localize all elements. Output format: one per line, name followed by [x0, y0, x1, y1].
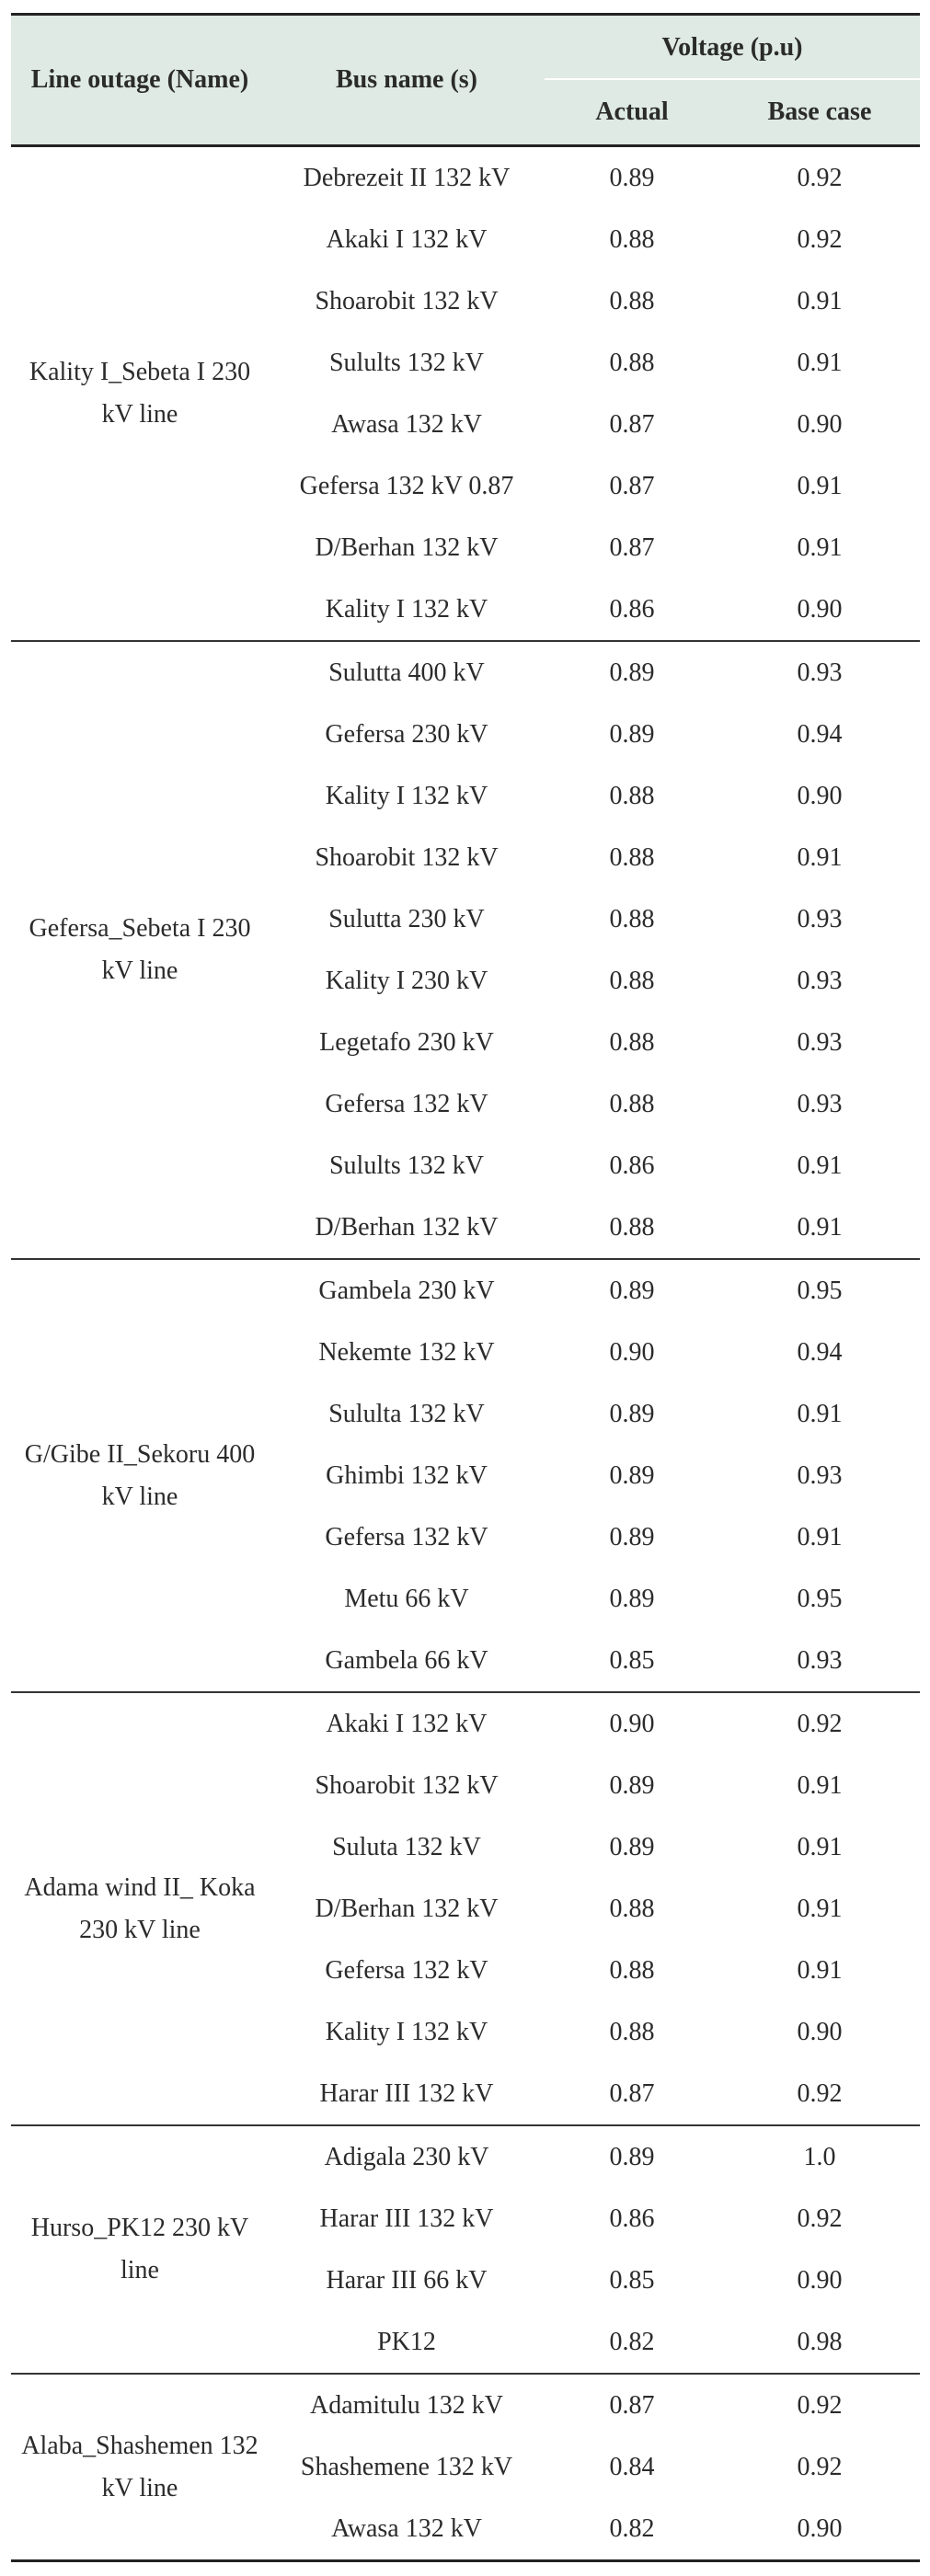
actual-voltage-cell: 0.89 [545, 1259, 719, 1322]
base-case-voltage-cell: 0.91 [797, 1955, 843, 1985]
actual-voltage-cell: 0.88 [609, 1955, 655, 1985]
bus-name-cell: Harar III 66 kV [326, 2265, 488, 2295]
bus-name-cell: Ghimbi 132 kV [326, 1460, 488, 1490]
bus-name-cell: Sulutta 400 kV [269, 641, 545, 704]
bus-name-cell: Gefersa 132 kV [325, 1089, 488, 1118]
bus-name-cell: Debrezeit II 132 kV [303, 163, 511, 192]
line-outage-name: Kality I_Sebeta I 230 kV line [29, 358, 251, 429]
table-row [11, 2374, 920, 2436]
base-case-voltage-cell: 0.93 [797, 1089, 843, 1118]
base-case-voltage-cell: 0.91 [797, 1399, 843, 1428]
bus-name-cell: Shashemene 132 kV [300, 2452, 513, 2481]
base-case-voltage-cell: 0.92 [797, 2204, 843, 2233]
base-case-voltage-cell: 0.91 [797, 1832, 843, 1861]
base-case-voltage-cell: 0.92 [719, 1692, 920, 1755]
base-case-voltage-cell: 0.94 [797, 1337, 843, 1367]
actual-voltage-cell: 0.89 [609, 1832, 655, 1861]
actual-voltage-cell: 0.85 [609, 1645, 655, 1675]
bus-name-cell: Shoarobit 132 kV [315, 1770, 499, 1800]
bus-name-cell: D/Berhan 132 kV [315, 1894, 499, 1923]
bus-name-cell: D/Berhan 132 kV [315, 1212, 499, 1242]
table-row [11, 1259, 920, 1322]
voltage-table [11, 13, 920, 2562]
line-outage-name: Hurso_PK12 230 kV line [11, 2125, 269, 2374]
base-case-voltage-cell: 0.93 [797, 966, 843, 995]
bus-name-cell: Gefersa 132 kV [325, 1522, 488, 1551]
actual-voltage-cell: 0.89 [545, 2125, 719, 2188]
actual-voltage-cell: 0.82 [609, 2327, 655, 2356]
line-outage-name: Alaba_Shashemen 132 kV line [11, 2374, 269, 2561]
bus-name-cell: Shoarobit 132 kV [315, 286, 499, 315]
actual-voltage-cell: 0.88 [609, 1089, 655, 1118]
base-case-voltage-cell: 0.91 [797, 1151, 843, 1180]
header-actual: Actual [545, 80, 719, 146]
bus-name-cell: Kality I 132 kV [325, 594, 488, 624]
bus-name-cell: PK12 [377, 2327, 436, 2356]
bus-name-cell: Kality I 132 kV [325, 781, 488, 810]
base-case-voltage-cell: 0.95 [719, 1259, 920, 1322]
actual-voltage-cell: 0.87 [609, 2078, 655, 2108]
base-case-voltage-cell: 0.92 [797, 224, 843, 254]
bus-name-cell: Legetafo 230 kV [319, 1027, 494, 1057]
base-case-voltage-cell: 0.90 [797, 2017, 843, 2046]
base-case-voltage-cell: 0.91 [797, 1894, 843, 1923]
base-case-voltage-cell: 0.93 [797, 1460, 843, 1490]
bus-name-cell: Sulults 132 kV [328, 1151, 485, 1180]
base-case-voltage-cell: 0.91 [797, 1212, 843, 1242]
actual-voltage-cell: 0.82 [609, 2513, 655, 2543]
actual-voltage-cell: 0.86 [609, 1151, 655, 1180]
bus-name-cell: Harar III 132 kV [319, 2078, 494, 2108]
actual-voltage-cell: 0.88 [609, 224, 655, 254]
actual-voltage-cell: 0.85 [609, 2265, 655, 2295]
base-case-voltage-cell: 0.94 [797, 719, 843, 749]
base-case-voltage-cell: 0.91 [797, 1770, 843, 1800]
bus-name-cell: Harar III 132 kV [319, 2204, 494, 2233]
base-case-voltage-cell: 0.92 [719, 2374, 920, 2436]
bus-name-cell: Gefersa 230 kV [325, 719, 488, 749]
line-outage-name: Adama wind II_ Koka 230 kV line [11, 1692, 269, 2125]
base-case-voltage-cell: 0.92 [797, 2078, 843, 2108]
base-case-voltage-cell: 0.93 [719, 641, 920, 704]
base-case-voltage-cell: 0.90 [797, 2265, 843, 2295]
base-case-voltage-cell: 0.91 [797, 842, 843, 872]
actual-voltage-cell: 0.87 [609, 409, 655, 439]
actual-voltage-cell: 0.88 [609, 1027, 655, 1057]
actual-voltage-cell: 0.89 [609, 163, 655, 192]
base-case-voltage-cell: 0.95 [797, 1584, 843, 1613]
table-row [11, 2125, 920, 2188]
base-case-voltage-cell: 0.92 [797, 2452, 843, 2481]
base-case-voltage-cell: 0.91 [797, 348, 843, 377]
bus-name-cell: Awasa 132 kV [331, 2513, 482, 2543]
bus-name-cell: Akaki I 132 kV [326, 224, 488, 254]
base-case-voltage-cell: 0.90 [797, 594, 843, 624]
bus-name-cell: Kality I 230 kV [325, 966, 488, 995]
actual-voltage-cell: 0.88 [609, 286, 655, 315]
table-row [11, 1692, 920, 1755]
bus-name-cell: Adamitulu 132 kV [269, 2374, 545, 2436]
base-case-voltage-cell: 0.93 [797, 1027, 843, 1057]
bus-name-cell: Suluta 132 kV [332, 1832, 481, 1861]
base-case-voltage-cell: 0.93 [797, 904, 843, 933]
actual-voltage-cell: 0.88 [609, 2017, 655, 2046]
actual-voltage-cell: 0.89 [609, 1522, 655, 1551]
actual-voltage-cell: 0.89 [609, 1770, 655, 1800]
line-outage-name: G/Gibe II_Sekoru 400 kV line [11, 1259, 269, 1692]
bus-name-cell: Gambela 230 kV [269, 1259, 545, 1322]
actual-voltage-cell: 0.89 [609, 1584, 655, 1613]
bus-name-cell: Gefersa 132 kV [325, 1955, 488, 1985]
base-case-voltage-cell: 1.0 [719, 2125, 920, 2188]
table-row [11, 641, 920, 704]
base-case-voltage-cell: 0.90 [797, 781, 843, 810]
actual-voltage-cell: 0.88 [609, 348, 655, 377]
actual-voltage-cell: 0.88 [609, 842, 655, 872]
actual-voltage-cell: 0.86 [609, 594, 655, 624]
actual-voltage-cell: 0.87 [609, 532, 655, 562]
actual-voltage-cell: 0.89 [609, 1460, 655, 1490]
header-base-case: Base case [719, 80, 920, 146]
actual-voltage-cell: 0.86 [609, 2204, 655, 2233]
base-case-voltage-cell: 0.91 [797, 1522, 843, 1551]
actual-voltage-cell: 0.87 [609, 471, 655, 500]
base-case-voltage-cell: 0.90 [797, 2513, 843, 2543]
table-body [11, 146, 920, 2561]
actual-voltage-cell: 0.90 [609, 1337, 655, 1367]
bus-name-cell: Akaki I 132 kV [269, 1692, 545, 1755]
base-case-voltage-cell: 0.93 [797, 1645, 843, 1675]
bus-name-cell: Awasa 132 kV [331, 409, 482, 439]
bus-name-cell: Sululta 132 kV [328, 1399, 485, 1428]
actual-voltage-cell: 0.88 [609, 1212, 655, 1242]
base-case-voltage-cell: 0.91 [797, 532, 843, 562]
bus-name-cell: Gambela 66 kV [325, 1645, 488, 1675]
actual-voltage-cell: 0.89 [545, 641, 719, 704]
base-case-voltage-cell: 0.92 [797, 163, 843, 192]
base-case-voltage-cell: 0.91 [797, 471, 843, 500]
header-bus-name: Bus name (s) [269, 15, 545, 146]
line-outage-name: Gefersa_Sebeta I 230 kV line [11, 641, 269, 1259]
bus-name-cell: Kality I 132 kV [325, 2017, 488, 2046]
bus-name-cell: D/Berhan 132 kV [315, 532, 499, 562]
bus-name-cell: Nekemte 132 kV [318, 1337, 495, 1367]
actual-voltage-cell: 0.87 [545, 2374, 719, 2436]
actual-voltage-cell: 0.88 [609, 904, 655, 933]
actual-voltage-cell: 0.88 [609, 781, 655, 810]
bus-name-cell: Gefersa 132 kV 0.87 [299, 471, 514, 500]
header-line-outage: Line outage (Name) [11, 15, 269, 146]
actual-voltage-cell: 0.89 [609, 1399, 655, 1428]
bus-name-cell: Metu 66 kV [344, 1584, 469, 1613]
header-voltage: Voltage (p.u) [545, 15, 920, 81]
bus-name-cell: Shoarobit 132 kV [315, 842, 499, 872]
bus-name-cell: Sulults 132 kV [328, 348, 485, 377]
table-row [11, 146, 920, 210]
base-case-voltage-cell: 0.91 [797, 286, 843, 315]
bus-name-cell: Adigala 230 kV [269, 2125, 545, 2188]
actual-voltage-cell: 0.84 [609, 2452, 655, 2481]
actual-voltage-cell: 0.89 [609, 719, 655, 749]
base-case-voltage-cell: 0.90 [797, 409, 843, 439]
actual-voltage-cell: 0.88 [609, 966, 655, 995]
table-header [11, 15, 920, 146]
bus-name-cell: Sulutta 230 kV [328, 904, 485, 933]
actual-voltage-cell: 0.88 [609, 1894, 655, 1923]
actual-voltage-cell: 0.90 [545, 1692, 719, 1755]
base-case-voltage-cell: 0.98 [797, 2327, 843, 2356]
